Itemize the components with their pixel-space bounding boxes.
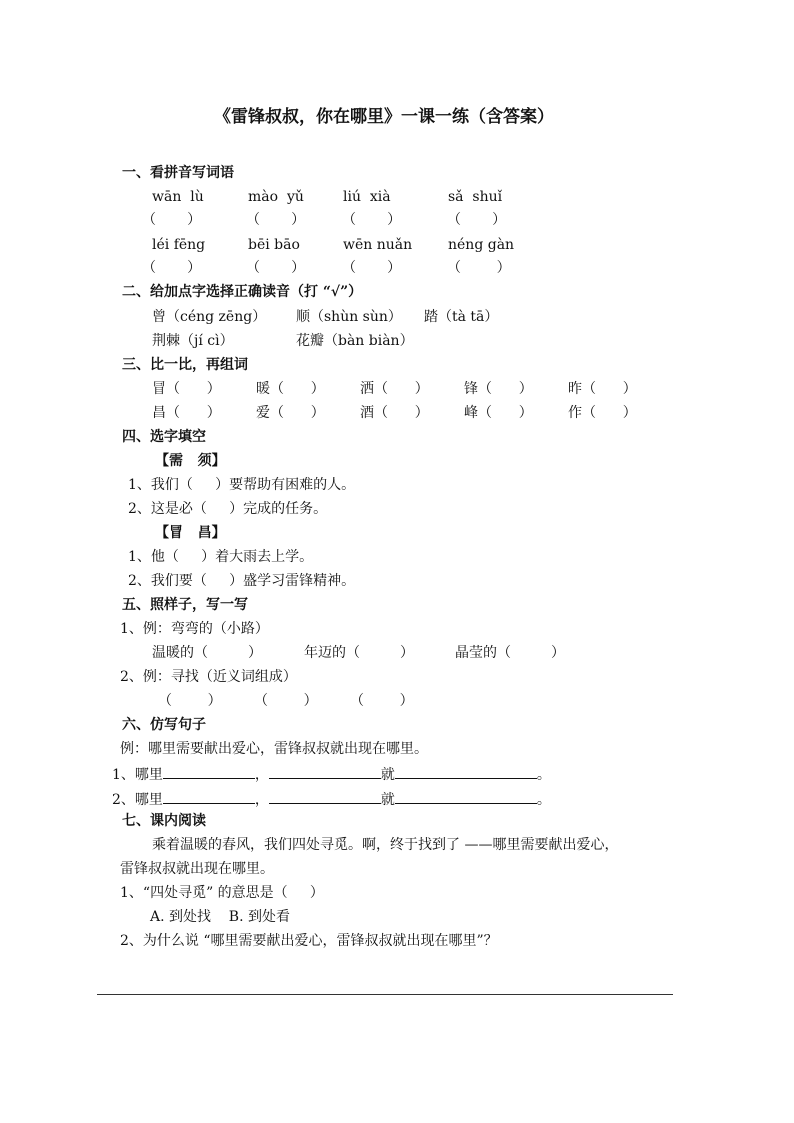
pinyin-item: sǎ shuǐ (448, 189, 503, 205)
reading-choice: 荆棘（jí cì） (152, 333, 234, 349)
write-blank[interactable] (269, 789, 381, 804)
period: 。 (536, 767, 551, 783)
example-line: 2、例：寻找（近义词组成） (120, 669, 297, 685)
section-5-heading: 五、照样子，写一写 (122, 597, 248, 613)
compare-item: 暖（ ） (256, 381, 325, 397)
write-blank[interactable] (269, 764, 381, 779)
write-blank[interactable] (163, 789, 255, 804)
section-3-heading: 三、比一比，再组词 (122, 357, 248, 373)
line-prefix: 1、哪里 (112, 767, 163, 783)
pinyin-item: bēi bāo (248, 237, 300, 253)
answer-blank[interactable]: （ ） (158, 693, 222, 709)
answer-blank[interactable]: （ ） (447, 260, 511, 276)
section-4-heading: 四、选字填空 (122, 429, 206, 445)
section-2-heading: 二、给加点字选择正确读音（打 “√”） (122, 284, 363, 300)
line-prefix: 2、哪里 (112, 792, 163, 808)
compare-item: 酒（ ） (360, 405, 429, 421)
reading-question: 2、为什么说 “哪里需要献出爱心，雷锋叔叔就出现在哪里”？ (120, 933, 498, 949)
word-group: 【冒 昌】 (155, 525, 226, 541)
answer-blank[interactable]: （ ） (447, 212, 507, 228)
fill-question: 2、我们要（ ）盛学习雷锋精神。 (128, 573, 356, 589)
answer-blank[interactable]: （ ） (142, 212, 202, 228)
reading-choice: 踏（tà tā） (424, 309, 499, 325)
pinyin-item: wēn nuǎn (343, 237, 413, 253)
compare-item: 爱（ ） (256, 405, 325, 421)
reading-choice: 曾（céng zēng） (152, 309, 267, 325)
fill-question: 2、这是必（ ）完成的任务。 (128, 501, 328, 517)
answer-blank[interactable]: （ ） (142, 260, 202, 276)
jiu-word: 就 (380, 767, 395, 783)
pinyin-item: néng gàn (448, 237, 515, 253)
answer-blank[interactable]: （ ） (350, 693, 414, 709)
compare-item: 作（ ） (568, 405, 637, 421)
answer-blank[interactable]: （ ） (342, 212, 402, 228)
period: 。 (536, 792, 551, 808)
section-7-heading: 七、课内阅读 (122, 813, 206, 829)
compare-item: 昨（ ） (568, 381, 637, 397)
phrase-item: 晶莹的（ ） (455, 645, 566, 661)
comma: ， (254, 792, 269, 808)
pinyin-item: wān lù (152, 189, 204, 205)
reading-question: 1、“四处寻觅” 的意思是（ ） (120, 885, 324, 901)
bottom-divider (97, 994, 673, 995)
write-blank[interactable] (395, 764, 537, 779)
reading-choice: 花瓣（bàn biàn） (296, 333, 414, 349)
compare-item: 锋（ ） (464, 381, 533, 397)
reading-choice: 顺（shùn sùn） (296, 309, 402, 325)
compare-item: 洒（ ） (360, 381, 429, 397)
answer-blank[interactable]: （ ） (342, 260, 402, 276)
imitation-line-1 (112, 764, 551, 784)
jiu-word: 就 (380, 792, 395, 808)
compare-item: 冒（ ） (152, 381, 221, 397)
phrase-item: 温暖的（ ） (152, 645, 263, 661)
page-title: 《雷锋叔叔，你在哪里》一课一练（含答案） (214, 107, 554, 127)
answer-blank[interactable]: （ ） (246, 212, 306, 228)
pinyin-item: liú xià (343, 189, 391, 205)
reading-passage: 雷锋叔叔就出现在哪里。 (120, 861, 274, 877)
section-6-heading: 六、仿写句子 (122, 717, 206, 733)
compare-item: 峰（ ） (464, 405, 533, 421)
fill-question: 1、我们（ ）要帮助有困难的人。 (128, 477, 356, 493)
phrase-item: 年迈的（ ） (304, 645, 415, 661)
write-blank[interactable] (395, 789, 537, 804)
imitation-line-2 (112, 789, 551, 809)
pinyin-item: mào yǔ (248, 189, 304, 205)
section-1-heading: 一、看拼音写词语 (122, 165, 234, 181)
answer-blank[interactable]: （ ） (246, 260, 306, 276)
compare-item: 昌（ ） (152, 405, 221, 421)
comma: ， (254, 767, 269, 783)
example-sentence: 例：哪里需要献出爱心，雷锋叔叔就出现在哪里。 (120, 741, 428, 757)
pinyin-item: léi fēng (152, 237, 206, 253)
reading-passage: 乘着温暖的春风，我们四处寻觅。啊，终于找到了 ——哪里需要献出爱心， (152, 837, 619, 853)
answer-blank[interactable]: （ ） (254, 693, 318, 709)
word-group: 【需 须】 (155, 453, 226, 469)
write-blank[interactable] (163, 764, 255, 779)
fill-question: 1、他（ ）着大雨去上学。 (128, 549, 314, 565)
example-line: 1、例：弯弯的（小路） (120, 621, 269, 637)
answer-options: A. 到处找 B. 到处看 (150, 909, 290, 925)
